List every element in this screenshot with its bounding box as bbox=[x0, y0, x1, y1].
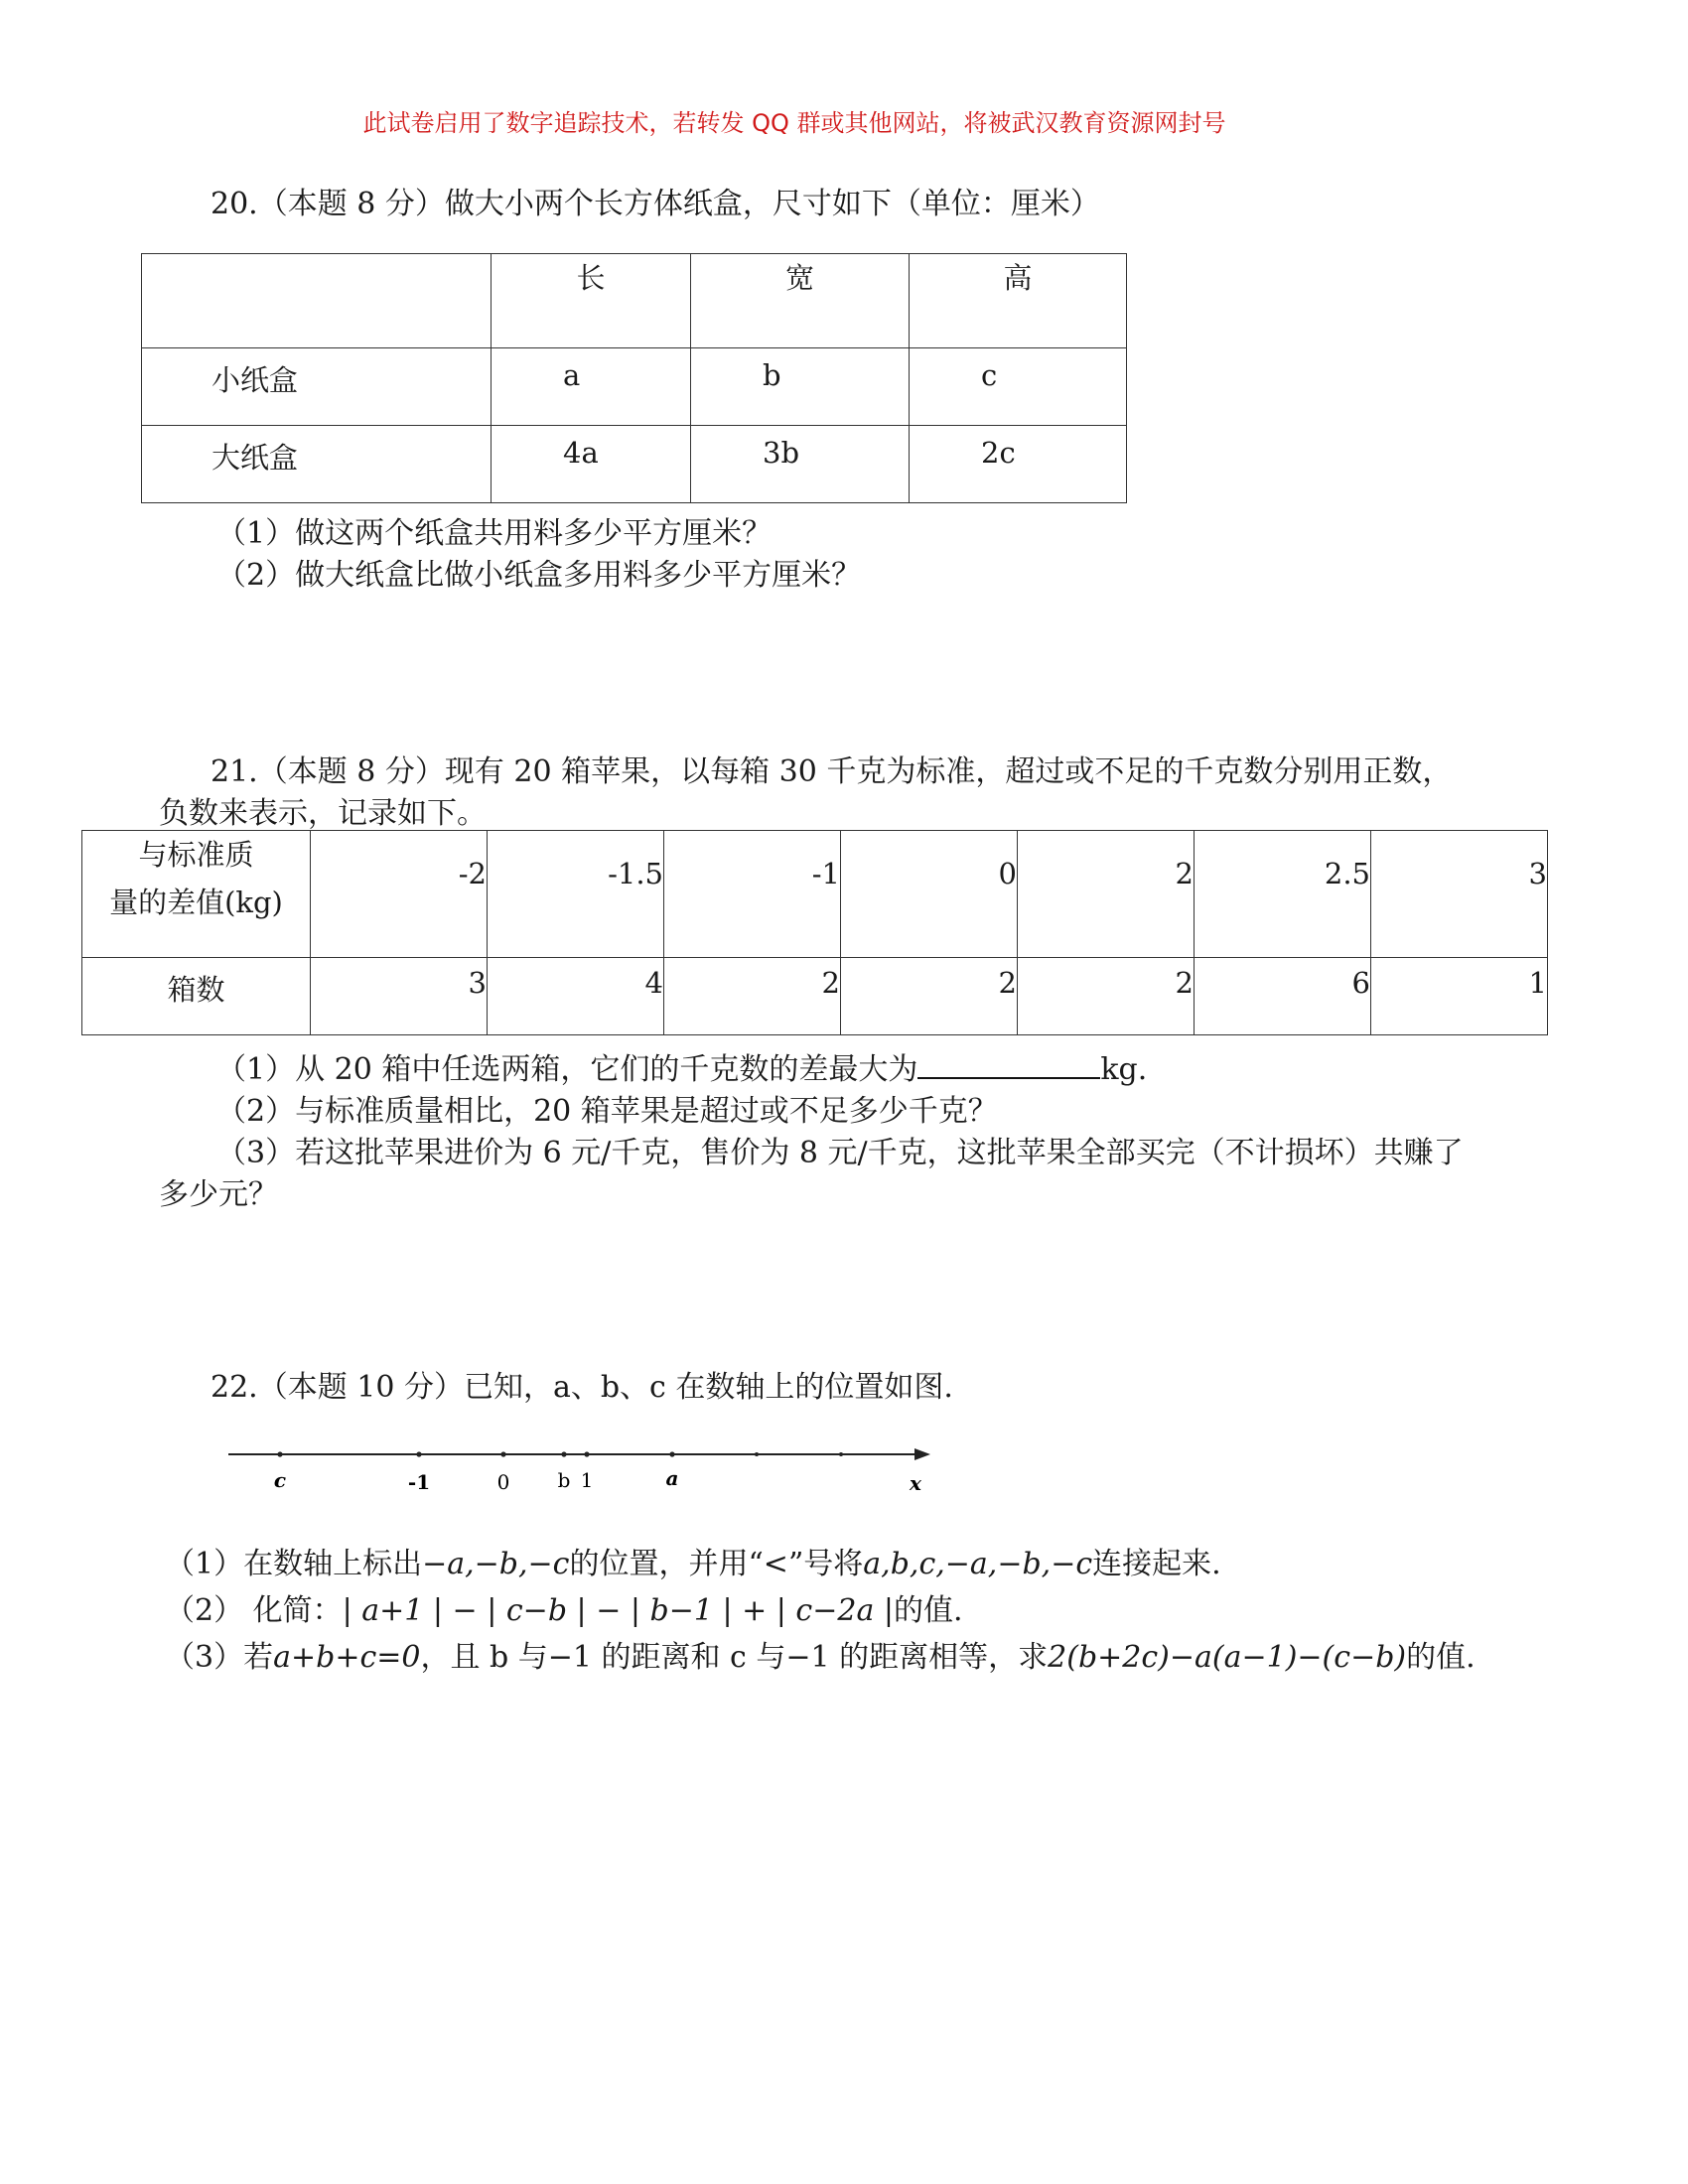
watermark-notice: 此试卷启用了数字追踪技术，若转发 QQ 群或其他网站，将被武汉教育资源网封号 bbox=[362, 109, 1226, 137]
table-cell: c bbox=[910, 348, 1127, 426]
q21-sub3-line1: （3）若这批苹果进价为 6 元/千克，售价为 8 元/千克，这批苹果全部买完（不计损坏）共赚了 bbox=[216, 1136, 1464, 1170]
table-cell: 2 bbox=[1018, 958, 1195, 1035]
label-line: 量的差值(kg) bbox=[109, 886, 283, 919]
tick bbox=[755, 1452, 759, 1456]
table-header-width: 宽 bbox=[691, 254, 910, 348]
axis-arrow bbox=[914, 1448, 930, 1460]
table-cell: 2c bbox=[910, 426, 1127, 503]
table-cell: 2 bbox=[664, 958, 841, 1035]
table-cell: 大纸盒 bbox=[142, 426, 492, 503]
axis-label-c: c bbox=[273, 1468, 287, 1492]
tick-b bbox=[561, 1451, 566, 1456]
table-cell: 4 bbox=[488, 958, 664, 1035]
table-row-label: 箱数 bbox=[82, 958, 311, 1035]
axis-label-a: a bbox=[665, 1466, 679, 1490]
table-row bbox=[142, 348, 1127, 426]
table-cell: a bbox=[492, 348, 691, 426]
axis-label-zero: 0 bbox=[496, 1470, 510, 1494]
table-cell: 小纸盒 bbox=[142, 348, 492, 426]
table-header-height: 高 bbox=[910, 254, 1127, 348]
q21-sub1-unit: kg. bbox=[1100, 1052, 1148, 1087]
q22-sub1 bbox=[165, 1539, 1221, 1582]
q22-sub3-suffix: 的值. bbox=[1406, 1640, 1476, 1675]
q22-sub2-math: | a+1 | − | c−b | − | b−1 | + | c−2a | bbox=[342, 1593, 894, 1628]
tick bbox=[839, 1452, 843, 1456]
tick-c bbox=[277, 1451, 282, 1456]
q22-sub3-math2: 2(b+2c)−a(a−1)−(c−b) bbox=[1048, 1640, 1407, 1675]
table-cell: -1.5 bbox=[488, 831, 664, 958]
q21-table bbox=[81, 830, 1548, 1035]
q20-table bbox=[141, 253, 1127, 503]
table-cell: 1 bbox=[1371, 958, 1548, 1035]
q22-sub3-prefix: （3）若 bbox=[165, 1640, 274, 1675]
q22-sub2 bbox=[165, 1585, 963, 1629]
table-cell: 2 bbox=[1018, 831, 1195, 958]
tick-neg1 bbox=[416, 1451, 421, 1456]
q22-sub3-math1: a+b+c=0 bbox=[273, 1640, 421, 1675]
table-cell: 4a bbox=[492, 426, 691, 503]
q22-sub3 bbox=[165, 1632, 1476, 1676]
tick-a bbox=[669, 1451, 674, 1456]
table-cell: -2 bbox=[311, 831, 488, 958]
table-cell: 3 bbox=[311, 958, 488, 1035]
q21-title-line2: 负数来表示，记录如下。 bbox=[159, 796, 487, 831]
number-line-figure bbox=[223, 1439, 938, 1499]
q22-sub1-mid: 的位置，并用“<”号将 bbox=[569, 1547, 864, 1581]
q20-sub1: （1）做这两个纸盒共用料多少平方厘米？ bbox=[216, 516, 773, 551]
q22-sub2-suffix: 的值. bbox=[894, 1593, 963, 1628]
q21-sub1 bbox=[216, 1044, 1147, 1088]
axis-label-b: b bbox=[557, 1468, 571, 1492]
q22-sub2-prefix: （2） 化简： bbox=[165, 1593, 343, 1628]
axis-label-one: 1 bbox=[580, 1468, 594, 1492]
table-row bbox=[82, 831, 1548, 958]
axis-label-neg1: -1 bbox=[407, 1470, 431, 1494]
table-cell: 2 bbox=[841, 958, 1018, 1035]
table-cell: 3b bbox=[691, 426, 910, 503]
q22-sub1-math2: a,b,c,−a,−b,−c bbox=[863, 1547, 1093, 1581]
table-row bbox=[82, 958, 1548, 1035]
q21-sub3-line2: 多少元？ bbox=[159, 1177, 278, 1212]
q22-sub1-suffix: 连接起来. bbox=[1092, 1547, 1221, 1581]
label-line: 与标准质 bbox=[138, 838, 254, 872]
table-cell bbox=[142, 254, 492, 348]
q20-sub2: （2）做大纸盒比做小纸盒多用料多少平方厘米？ bbox=[216, 558, 862, 593]
answer-blank[interactable] bbox=[917, 1051, 1100, 1079]
tick-one bbox=[584, 1451, 589, 1456]
q20-title: 20.（本题 8 分）做大小两个长方体纸盒，尺寸如下（单位：厘米） bbox=[211, 187, 1100, 221]
q21-sub2: （2）与标准质量相比，20 箱苹果是超过或不足多少千克？ bbox=[216, 1094, 998, 1129]
table-cell: -1 bbox=[664, 831, 841, 958]
axis-label-x: x bbox=[910, 1471, 921, 1495]
table-row bbox=[142, 426, 1127, 503]
q22-sub1-prefix: （1）在数轴上标出 bbox=[165, 1547, 423, 1581]
table-cell: b bbox=[691, 348, 910, 426]
q21-title-line1: 21.（本题 8 分）现有 20 箱苹果，以每箱 30 千克为标准，超过或不足的千克数分别用正数， bbox=[211, 754, 1453, 789]
table-header-length: 长 bbox=[492, 254, 691, 348]
table-cell: 6 bbox=[1195, 958, 1371, 1035]
table-row-label bbox=[82, 831, 311, 958]
q21-sub1-text: （1）从 20 箱中任选两箱，它们的千克数的差最大为 bbox=[216, 1052, 918, 1087]
tick-zero bbox=[500, 1451, 505, 1456]
table-cell: 2.5 bbox=[1195, 831, 1371, 958]
q22-title: 22.（本题 10 分）已知，a、b、c 在数轴上的位置如图. bbox=[211, 1370, 953, 1405]
table-cell: 3 bbox=[1371, 831, 1548, 958]
table-header-row bbox=[142, 254, 1127, 348]
q22-sub3-mid: ，且 b 与−1 的距离和 c 与−1 的距离相等，求 bbox=[420, 1640, 1049, 1675]
q22-sub1-math1: −a,−b,−c bbox=[422, 1547, 570, 1581]
table-cell: 0 bbox=[841, 831, 1018, 958]
